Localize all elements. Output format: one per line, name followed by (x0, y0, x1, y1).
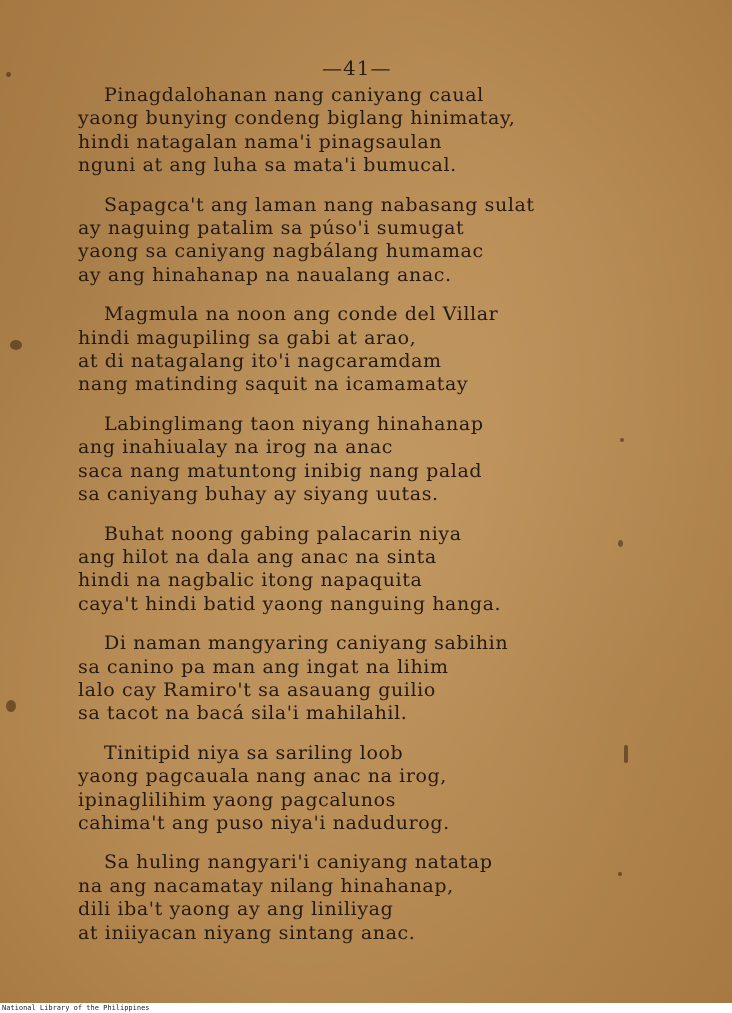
poem-line: Buhat noong gabing palacarin niya (104, 522, 462, 545)
poem-line: Labinglimang taon niyang hinahanap (104, 412, 484, 435)
poem-line: Sa huling nangyari'i caniyang natatap (104, 851, 493, 874)
stanza (78, 523, 638, 617)
page-number: —41— (322, 56, 392, 80)
poem-line: sa caniyang buhay ay siyang uutas. (78, 483, 439, 506)
poem-line: at iniiyacan niyang sintang anac. (78, 921, 416, 944)
poem-line: ay naguing patalim sa púso'i sumugat (78, 217, 465, 240)
poem-line: Pinagdalohanan nang caniyang caual (104, 84, 484, 106)
poem-line: Magmula na noon ang conde del Villar (104, 303, 499, 326)
poem-line: ang inahiualay na irog na anac (78, 436, 394, 459)
poem-line: yaong sa caniyang nagbálang humamac (78, 240, 484, 263)
poem-line: yaong pagcauala nang anac na irog, (78, 765, 447, 788)
poem-line: saca nang matuntong inibig nang palad (78, 459, 483, 482)
poem-line: nguni at ang luha sa mata'i bumucal. (78, 154, 457, 177)
poem-line: nang matinding saquit na icamamatay (78, 373, 469, 396)
poem-line: ay ang hinahanap na naualang anac. (78, 263, 452, 286)
library-footer: National Library of the Philippines (2, 1004, 150, 1012)
poem-body (78, 84, 638, 961)
poem-line: ipinaglilihim yaong pagcalunos (78, 788, 397, 811)
poem-line: Di naman mangyaring caniyang sabihin (104, 632, 509, 655)
ink-spot (624, 745, 628, 763)
poem-line: lalo cay Ramiro't sa asauang guilio (78, 678, 436, 701)
poem-line: dili iba't yaong ay ang liniliyag (78, 898, 394, 921)
poem-line: at di natagalang ito'i nagcaramdam (78, 350, 442, 373)
stanza (78, 303, 638, 397)
ink-spot (618, 872, 622, 876)
stanza (78, 84, 638, 178)
stanza (78, 742, 638, 836)
poem-line: ang hilot na dala ang anac na sinta (78, 545, 437, 568)
ink-spot (620, 438, 624, 442)
poem-line: hindi natagalan nama'i pinagsaulan (78, 130, 443, 153)
poem-line: Tinitipid niya sa sariling loob (104, 741, 404, 764)
poem-line: cahima't ang puso niya'i nadudurog. (78, 811, 450, 834)
stanza (78, 851, 638, 945)
poem-line: hindi magupiling sa gabi at arao, (78, 326, 417, 349)
stanza (78, 194, 638, 288)
ink-spot (6, 700, 16, 712)
poem-line: sa tacot na bacá sila'i mahilahil. (78, 702, 408, 725)
stanza (78, 632, 638, 726)
poem-line: Sapagca't ang laman nang nabasang sulat (104, 193, 535, 216)
ink-spot (6, 72, 11, 77)
poem-line: yaong bunying condeng biglang hinimatay, (78, 107, 516, 130)
stanza (78, 413, 638, 507)
poem-line: hindi na nagbalic itong napaquita (78, 569, 423, 592)
poem-line: na ang nacamatay nilang hinahanap, (78, 874, 454, 897)
ink-spot (618, 540, 623, 547)
ink-spot (10, 340, 22, 350)
poem-line: caya't hindi batid yaong nanguing hanga. (78, 592, 502, 615)
poem-line: sa canino pa man ang ingat na lihim (78, 655, 449, 678)
